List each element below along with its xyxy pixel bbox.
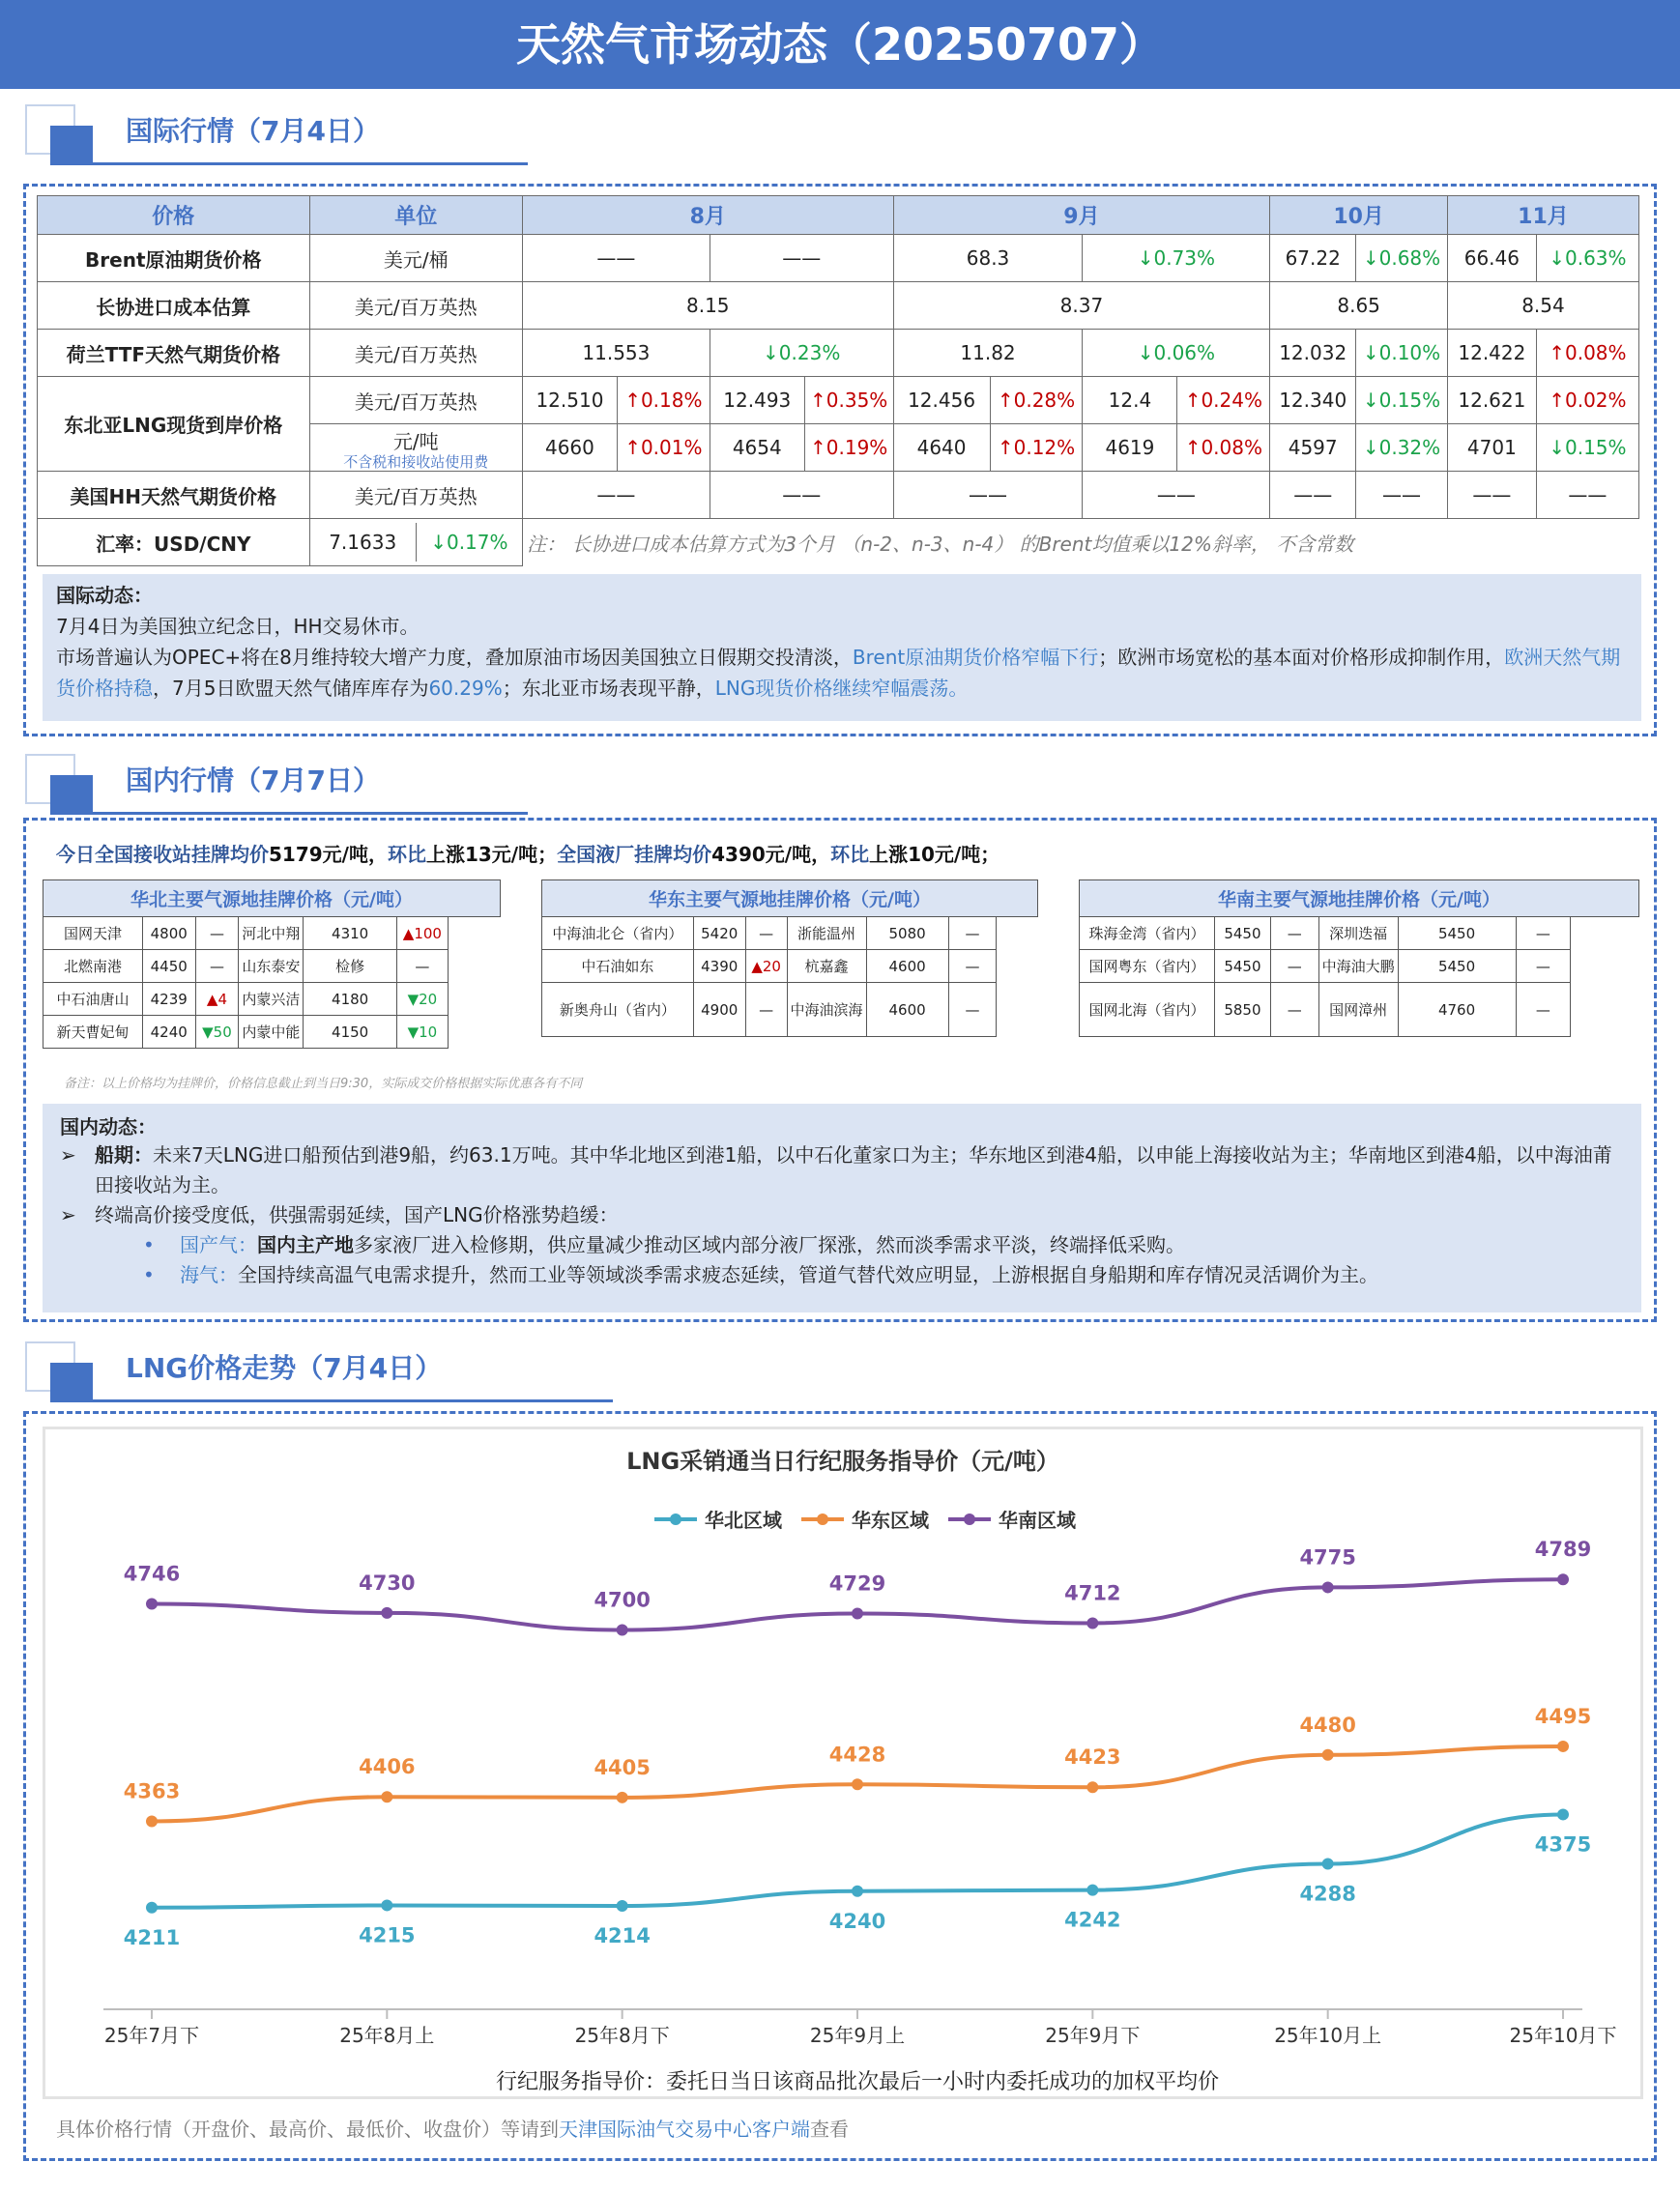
value-cell: 12.422 <box>1447 330 1536 377</box>
value-cell: 12.621 <box>1447 377 1536 424</box>
highlight-lng: LNG现货价格继续窄幅震荡。 <box>714 677 969 700</box>
source-name: 北燃南港 <box>43 950 143 983</box>
change-cell: ↑0.35% <box>804 377 893 424</box>
sub-bullet-item <box>60 1230 1624 1260</box>
data-label: 4495 <box>1534 1704 1592 1728</box>
price-value: 检修 <box>304 950 396 983</box>
data-label: 4363 <box>123 1779 181 1803</box>
col-header: 8月 <box>522 196 893 235</box>
data-label: 4214 <box>594 1924 651 1948</box>
intl-dynamics-panel <box>43 574 1641 721</box>
domestic-dynamics-title: 国内动态： <box>60 1115 157 1139</box>
intl-dynamics-title: 国际动态： <box>56 584 153 607</box>
fx-cell <box>309 519 522 566</box>
price-change: — <box>1270 950 1318 983</box>
text-run: 全国液厂挂牌均价 <box>557 843 712 866</box>
change-cell: ↓0.15% <box>1356 377 1448 424</box>
unit-cell: 美元/桶 <box>309 235 522 282</box>
source-name: 山东泰安 <box>239 950 304 983</box>
legend-label: 华南区域 <box>999 1509 1076 1532</box>
row-label: 美国HH天然气期货价格 <box>38 472 310 519</box>
source-name: 深圳迭福 <box>1318 917 1398 950</box>
data-label: 4729 <box>828 1571 886 1596</box>
source-name: 国网北海（省内） <box>1080 983 1215 1037</box>
region-title: 华南主要气源地挂牌价格（元/吨） <box>1080 880 1639 917</box>
bullet-item <box>60 1200 1624 1230</box>
text-run: 国内主产地 <box>257 1233 354 1256</box>
data-label: 4405 <box>594 1755 651 1779</box>
data-point <box>852 1886 863 1897</box>
legend-item <box>801 1509 930 1532</box>
table-row <box>43 950 501 983</box>
section-underline <box>50 162 528 165</box>
table-row <box>43 917 501 950</box>
data-point <box>146 1598 158 1609</box>
value-cell: 4654 <box>710 424 804 472</box>
data-label: 4480 <box>1299 1713 1356 1737</box>
row-label: Brent原油期货价格 <box>38 235 310 282</box>
table-row <box>38 472 1639 519</box>
bullet-label: 国产气： <box>180 1233 257 1256</box>
text-run: 全国持续高温气电需求提升，然而工业等领域淡季需求疲态延续，管道气替代效应明显，上游根据自身船期和库存情况灵活调价为主。 <box>238 1263 1378 1286</box>
legend-marker <box>964 1514 975 1525</box>
value-cell: —— <box>1536 472 1638 519</box>
source-name: 国网漳州 <box>1318 983 1398 1037</box>
price-change: — <box>948 917 997 950</box>
change-cell: ↓0.68% <box>1356 235 1448 282</box>
source-name: 中石油唐山 <box>43 983 143 1016</box>
col-header: 价格 <box>38 196 310 235</box>
chart-legend <box>654 1509 1077 1532</box>
bullet-item <box>60 1140 1624 1200</box>
value-cell: 12.032 <box>1270 330 1356 377</box>
section-deco-fill <box>50 1363 93 1401</box>
x-tick-label: 25年9月下 <box>1045 2024 1141 2047</box>
data-point <box>617 1792 628 1803</box>
change-cell: ↓0.23% <box>710 330 893 377</box>
table-row <box>1080 983 1639 1037</box>
data-label: 4730 <box>359 1571 416 1595</box>
source-name: 内蒙兴洁 <box>239 983 304 1016</box>
bullet-text: 终端高价接受度低，供强需弱延续，国产LNG价格涨势趋缓： <box>95 1203 619 1226</box>
row-label: 长协进口成本估算 <box>38 282 310 330</box>
value-cell: 12.340 <box>1270 377 1356 424</box>
value-cell: 68.3 <box>893 235 1083 282</box>
text-run: 查看 <box>810 2118 849 2141</box>
price-change: — <box>195 917 239 950</box>
unit-label: 元/吨 <box>392 429 439 453</box>
price-value: 4800 <box>142 917 195 950</box>
section-title-domestic: 国内行情（7月7日） <box>126 764 380 796</box>
text-run: 具体价格行情（开盘价、最高价、最低价、收盘价）等请到 <box>56 2118 559 2141</box>
unit-cell: 美元/百万英热 <box>309 330 522 377</box>
value-cell: —— <box>710 472 893 519</box>
change-cell: ↑0.01% <box>617 424 710 472</box>
price-value: 4390 <box>693 950 745 983</box>
change-cell: ↓0.06% <box>1083 330 1270 377</box>
data-label: 4423 <box>1064 1745 1121 1770</box>
value-cell: —— <box>522 472 710 519</box>
value-cell: 4619 <box>1083 424 1177 472</box>
value-cell: 66.46 <box>1447 235 1536 282</box>
domestic-dynamics-panel <box>43 1104 1641 1312</box>
price-value: 5450 <box>1214 917 1270 950</box>
value-cell: 67.22 <box>1270 235 1356 282</box>
lng-price-chart <box>45 1429 1640 2096</box>
unit-cell: 美元/百万英热 <box>309 377 522 424</box>
price-change: — <box>1270 983 1318 1037</box>
legend-item <box>654 1509 783 1532</box>
dot-bullet-icon: • <box>143 1263 155 1286</box>
data-point <box>381 1607 392 1619</box>
data-point <box>1557 1573 1569 1585</box>
data-label: 4712 <box>1064 1581 1121 1605</box>
text-run: 5179元/吨， <box>269 843 388 866</box>
section-header-lng <box>25 1341 595 1409</box>
chart-series <box>124 1538 1591 1949</box>
table-header-row <box>38 196 1639 235</box>
text-run: 上涨10元/吨； <box>869 843 1000 866</box>
price-change: — <box>396 950 448 983</box>
value-cell: 4640 <box>893 424 990 472</box>
price-change: — <box>1516 917 1571 950</box>
intl-dynamics-p2 <box>56 642 1628 704</box>
change-cell: ↓0.32% <box>1356 424 1448 472</box>
value-cell: 12.493 <box>710 377 804 424</box>
price-change: ▼10 <box>396 1016 448 1049</box>
footer-note <box>56 2114 849 2142</box>
col-header: 11月 <box>1447 196 1638 235</box>
section-underline <box>50 1399 613 1402</box>
text-run: ；欧洲市场宽松的基本面对价格形成抑制作用， <box>1098 646 1505 669</box>
data-label: 4288 <box>1299 1882 1356 1906</box>
value-cell: —— <box>1083 472 1270 519</box>
price-value: 5420 <box>693 917 745 950</box>
x-tick-label: 25年8月上 <box>339 2024 435 2047</box>
table-row <box>38 282 1639 330</box>
section-title-intl: 国际行情（7月4日） <box>126 115 380 147</box>
section-deco-fill <box>50 775 93 814</box>
chart-frame <box>43 1427 1643 2099</box>
text-run: 4390元/吨， <box>711 843 831 866</box>
price-change: — <box>948 950 997 983</box>
data-point <box>1086 1617 1098 1629</box>
price-change: ▲4 <box>195 983 239 1016</box>
price-value: 4310 <box>304 917 396 950</box>
data-label: 4789 <box>1534 1538 1592 1562</box>
data-point <box>1086 1781 1098 1793</box>
dot-bullet-icon: • <box>143 1233 155 1256</box>
x-tick-label: 25年8月下 <box>574 2024 670 2047</box>
value-cell: 8.65 <box>1270 282 1448 330</box>
row-label: 东北亚LNG现货到岸价格 <box>38 377 310 472</box>
value-cell: 12.456 <box>893 377 990 424</box>
x-axis-label: 行纪服务指导价：委托日当日该商品批次最后一小时内委托成功的加权平均价 <box>495 2070 1220 2094</box>
text-run: 环比 <box>387 843 426 866</box>
price-change: ▼50 <box>195 1016 239 1049</box>
change-cell: ↑0.28% <box>990 377 1083 424</box>
highlight-brent: Brent原油期货价格窄幅下行 <box>852 646 1099 669</box>
data-label: 4775 <box>1299 1545 1356 1570</box>
price-value: 4180 <box>304 983 396 1016</box>
source-name: 珠海金湾（省内） <box>1080 917 1215 950</box>
value-cell: 4660 <box>522 424 617 472</box>
data-label: 4211 <box>123 1925 181 1949</box>
text-run: 多家液厂进入检修期，供应量减少推动区域内部分液厂探涨，然而淡季需求平淡，终端择低采购。 <box>354 1233 1185 1256</box>
domestic-summary <box>56 839 999 867</box>
table-row <box>542 983 1038 1037</box>
price-value: 4240 <box>142 1016 195 1049</box>
text-run: 未来7天LNG进口船预估到港9船，约63.1万吨。其中华北地区到港1船，以中石化董家口为主；华东地区到港4船，以申能上海接收站为主；华南地区到港4船，以中海油莆田接收站为主。 <box>95 1143 1612 1196</box>
change-cell: ↓0.73% <box>1083 235 1270 282</box>
legend-marker <box>670 1514 681 1525</box>
change-cell: ↑0.19% <box>804 424 893 472</box>
table-row <box>38 377 1639 424</box>
bullet-label: 海气： <box>180 1263 238 1286</box>
chart-title: LNG采销通当日行纪服务指导价（元/吨） <box>626 1448 1059 1475</box>
text-run: 今日全国接收站挂牌均价 <box>56 843 269 866</box>
bullet-text <box>180 1230 1185 1260</box>
page-title: 天然气市场动态（20250707） <box>0 0 1680 89</box>
price-change: — <box>745 983 787 1037</box>
data-label: 4375 <box>1534 1832 1592 1857</box>
change-cell: ↓0.10% <box>1356 330 1448 377</box>
source-name: 中海油北仑（省内） <box>542 917 694 950</box>
value-cell: 8.15 <box>522 282 893 330</box>
value-cell: 11.553 <box>522 330 710 377</box>
source-name: 中海油滨海 <box>787 983 866 1037</box>
table-row <box>1080 917 1639 950</box>
price-value: 4600 <box>866 950 948 983</box>
source-name: 内蒙中能 <box>239 1016 304 1049</box>
price-change: — <box>948 983 997 1037</box>
price-value: 5450 <box>1398 917 1516 950</box>
data-point <box>146 1902 158 1914</box>
price-value: 4900 <box>693 983 745 1037</box>
data-point <box>852 1607 863 1619</box>
arrow-bullet-icon: ➢ <box>60 1143 76 1167</box>
value-cell: 4597 <box>1270 424 1356 472</box>
data-label: 4428 <box>828 1743 886 1767</box>
data-point <box>1322 1581 1334 1593</box>
data-point <box>852 1778 863 1790</box>
highlight-storage: 60.29% <box>428 677 503 700</box>
row-label: 荷兰TTF天然气期货价格 <box>38 330 310 377</box>
data-label: 4700 <box>594 1588 651 1612</box>
source-name: 新奥舟山（省内） <box>542 983 694 1037</box>
source-name: 杭嘉鑫 <box>787 950 866 983</box>
price-value: 4150 <box>304 1016 396 1049</box>
col-header: 9月 <box>893 196 1270 235</box>
x-tick-label: 25年10月上 <box>1274 2024 1382 2047</box>
col-header: 10月 <box>1270 196 1448 235</box>
data-label: 4240 <box>828 1909 886 1933</box>
table-row <box>43 1016 501 1049</box>
value-cell: 4701 <box>1447 424 1536 472</box>
data-point <box>1557 1808 1569 1820</box>
intl-price-table <box>37 195 1639 566</box>
value-cell: —— <box>1270 472 1356 519</box>
section-underline <box>50 812 528 815</box>
unit-cell <box>309 424 522 472</box>
value-cell: 12.510 <box>522 377 617 424</box>
price-change: ▼20 <box>396 983 448 1016</box>
value-cell: —— <box>522 235 710 282</box>
region-title: 华东主要气源地挂牌价格（元/吨） <box>542 880 1038 917</box>
change-cell: ↓0.15% <box>1536 424 1638 472</box>
intl-dynamics-p1: 7月4日为美国独立纪念日，HH交易休市。 <box>56 615 420 638</box>
data-label: 4242 <box>1064 1908 1121 1932</box>
change-cell: ↑0.08% <box>1536 330 1638 377</box>
value-cell: 11.82 <box>893 330 1083 377</box>
sub-bullet-item <box>60 1260 1624 1290</box>
fx-change: ↓0.17% <box>430 531 508 554</box>
value-cell: 12.4 <box>1083 377 1177 424</box>
bullet-label: 船期： <box>95 1143 153 1167</box>
x-tick-label: 25年10月下 <box>1509 2024 1617 2047</box>
text-run: ；东北亚市场表现平静， <box>502 677 715 700</box>
data-point <box>1322 1749 1334 1761</box>
south-region-table <box>1079 879 1639 1037</box>
value-cell: —— <box>710 235 893 282</box>
text-run: 市场普遍认为OPEC+将在8月维持较大增产力度，叠加原油市场因美国独立日假期交投清淡， <box>56 646 853 669</box>
text-run: 环比 <box>830 843 870 866</box>
price-note: 备注：以上价格均为挂牌价，价格信息截止到当日9:30，实际成交价格根据实际优惠各有不同 <box>64 1077 583 1091</box>
price-change: — <box>745 917 787 950</box>
source-name: 中海油大鹏 <box>1318 950 1398 983</box>
table-row <box>38 235 1639 282</box>
data-point <box>1322 1859 1334 1870</box>
source-name: 河北中翔 <box>239 917 304 950</box>
data-label: 4215 <box>359 1923 416 1947</box>
col-header: 单位 <box>309 196 522 235</box>
price-value: 5450 <box>1398 950 1516 983</box>
arrow-bullet-icon: ➢ <box>60 1203 76 1226</box>
data-point <box>1557 1741 1569 1752</box>
data-point <box>381 1899 392 1911</box>
change-cell: ↑0.12% <box>990 424 1083 472</box>
table-row <box>43 983 501 1016</box>
price-value: 5080 <box>866 917 948 950</box>
source-name: 国网天津 <box>43 917 143 950</box>
source-name: 中石油如东 <box>542 950 694 983</box>
price-value: 5450 <box>1214 950 1270 983</box>
text-run: ，7月5日欧盟天然气储库库存为 <box>153 677 429 700</box>
value-cell: —— <box>1447 472 1536 519</box>
fx-value: 7.1633 <box>310 523 417 562</box>
price-value: 4239 <box>142 983 195 1016</box>
table-row <box>542 917 1038 950</box>
price-change: — <box>1516 983 1571 1037</box>
north-region-table <box>43 879 501 1049</box>
unit-cell: 美元/百万英热 <box>309 282 522 330</box>
price-change: ▲20 <box>745 950 787 983</box>
value-cell: 8.37 <box>893 282 1270 330</box>
data-point <box>146 1815 158 1827</box>
client-link[interactable]: 天津国际油气交易中心客户端 <box>559 2118 810 2141</box>
data-point <box>1086 1885 1098 1896</box>
price-change: — <box>1270 917 1318 950</box>
region-title: 华北主要气源地挂牌价格（元/吨） <box>43 880 501 917</box>
east-region-table <box>541 879 1038 1037</box>
value-cell: 8.54 <box>1447 282 1638 330</box>
price-change: — <box>195 950 239 983</box>
price-value: 4450 <box>142 950 195 983</box>
data-point <box>617 1625 628 1636</box>
row-label: 汇率：USD/CNY <box>38 519 310 566</box>
x-tick-label: 25年9月上 <box>809 2024 906 2047</box>
unit-cell: 美元/百万英热 <box>309 472 522 519</box>
bullet-text <box>180 1260 1378 1290</box>
data-point <box>617 1900 628 1912</box>
legend-label: 华东区域 <box>852 1509 929 1532</box>
price-value: 4600 <box>866 983 948 1037</box>
table-row <box>38 519 1639 566</box>
change-cell: ↑0.24% <box>1177 377 1270 424</box>
table-note: 注： 长协进口成本估算方式为3个月 （n-2、n-3、n-4） 的Brent均值乘以12%斜率， 不含常数 <box>526 532 1354 556</box>
price-value: 4760 <box>1398 983 1516 1037</box>
table-row <box>1080 950 1639 983</box>
value-cell: —— <box>1356 472 1448 519</box>
legend-item <box>948 1509 1077 1532</box>
legend-label: 华北区域 <box>705 1509 782 1532</box>
section-deco-fill <box>50 126 93 164</box>
data-label: 4746 <box>123 1562 181 1586</box>
change-cell: ↑0.18% <box>617 377 710 424</box>
source-name: 浙能温州 <box>787 917 866 950</box>
data-point <box>381 1791 392 1802</box>
table-row <box>542 950 1038 983</box>
section-header-intl <box>25 104 508 172</box>
table-row <box>38 330 1639 377</box>
price-value: 5850 <box>1214 983 1270 1037</box>
change-cell: ↑0.08% <box>1177 424 1270 472</box>
change-cell: ↓0.63% <box>1536 235 1638 282</box>
text-run: 上涨13元/吨； <box>425 843 558 866</box>
unit-note: 不含税和接收站使用费 <box>343 452 489 471</box>
change-cell: ↑0.02% <box>1536 377 1638 424</box>
section-title-lng: LNG价格走势（7月4日） <box>126 1352 443 1384</box>
x-tick-label: 25年7月下 <box>103 2024 200 2047</box>
legend-marker <box>817 1514 828 1525</box>
source-name: 新天曹妃甸 <box>43 1016 143 1049</box>
highlight-eu-gas: 欧洲天然气期货价格持稳 <box>56 646 1621 700</box>
x-axis-ticks <box>104 2009 1617 2047</box>
bullet-text <box>95 1140 1624 1200</box>
value-cell: —— <box>893 472 1083 519</box>
section-header-domestic <box>25 754 508 822</box>
price-change: ▲100 <box>396 917 448 950</box>
data-label: 4406 <box>359 1755 416 1779</box>
source-name: 国网粤东（省内） <box>1080 950 1215 983</box>
price-change: — <box>1516 950 1571 983</box>
